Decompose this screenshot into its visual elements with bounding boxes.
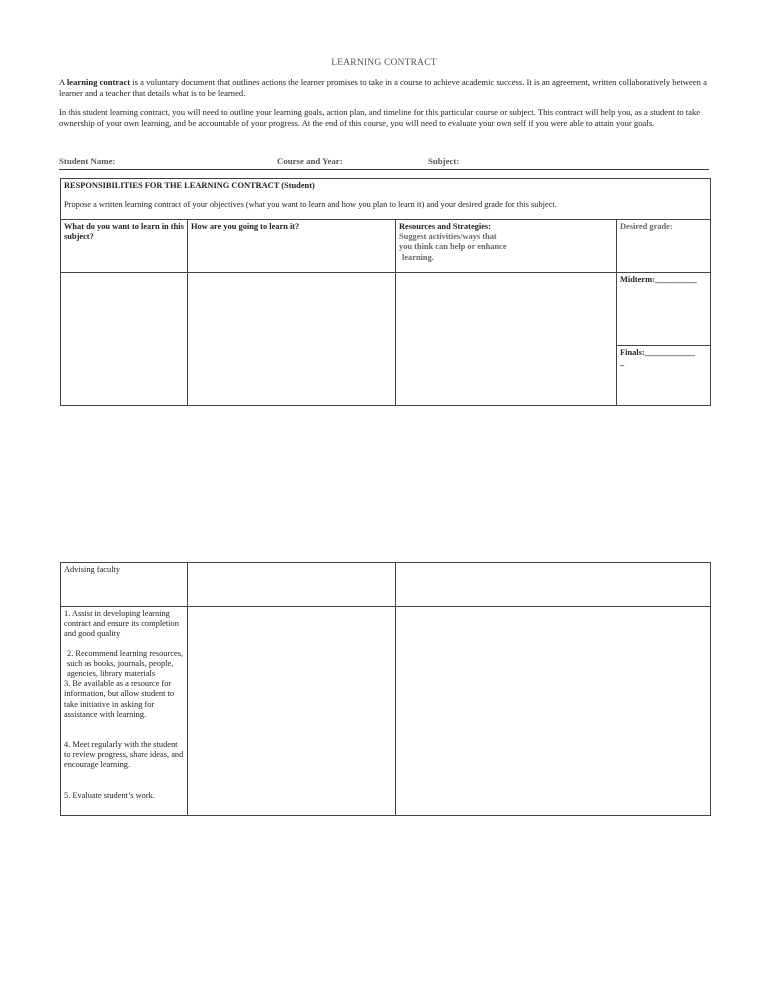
fields-underline [59,169,709,170]
student-table-header [61,179,711,220]
faculty-blank-cell-2[interactable] [396,563,711,607]
faculty-blank-cell-1[interactable] [188,563,396,607]
faculty-duty-2: 2. Recommend learning resources, such as books, journals, people, agencies, library materials [67,648,184,679]
finals-cell[interactable] [617,346,711,406]
student-name-label: Student Name: [59,156,116,166]
desired-grade-header: Desired grade: [617,220,711,273]
faculty-response-cell-1[interactable] [188,607,396,816]
intro-lead: A [59,77,67,87]
resources-title: Resources and Strategies: [399,222,491,231]
faculty-duty-4: 4. Meet regularly with the student to review progress, share ideas, and encourage learning. [64,740,184,770]
midterm-cell[interactable] [617,273,711,346]
resources-cell[interactable] [396,273,617,406]
resources-hint-2: you think can help or enhance [399,242,507,252]
faculty-response-cell-2[interactable] [396,607,711,816]
advising-faculty-cell [61,563,188,607]
faculty-duties-cell [61,607,188,816]
faculty-responsibilities-table [60,562,711,816]
resources-header [396,220,617,273]
finals-tail: _ [620,358,625,368]
faculty-duty-3: 3. Be available as a resource for information, but allow student to take initiative in asking for assistance with learning. [64,679,175,719]
faculty-duty-5: 5. Evaluate student’s work. [64,790,155,800]
learn-how-header: How are you going to learn it? [188,220,396,273]
student-table-heading: RESPONSIBILITIES FOR THE LEARNING CONTRACT (Student) [64,181,315,190]
advising-faculty-label: Advising faculty [64,565,121,574]
intro-definition: is a voluntary document that outlines actions the learner promises to take in a course to achieve academic success. It is an agreement, written collaboratively between a learner and a teacher that details what is to be learned. [59,77,707,98]
student-responsibilities-table [60,178,711,406]
learn-what-header: What do you want to learn in this subject? [61,220,188,273]
course-year-label: Course and Year: [277,156,343,166]
student-table-instruction: Propose a written learning contract of your objectives (what you want to learn and how you plan to learn it) and your desired grade for this subject. [64,200,557,210]
page-title: LEARNING CONTRACT [331,58,437,68]
intro-paragraph-2: In this student learning contract, you will need to outline your learning goals, action plan, and timeline for this particular course or subject. This contract will help you, as a student to take ownership of your own learning, and be accountable of your progress. At the end of this course, you will need to evaluate your own self if you were able to attain your goals. [59,107,701,128]
finals-label: Finals:____________ [620,348,695,357]
intro-term: learning contract [66,77,131,87]
learn-what-cell[interactable] [61,273,188,406]
subject-label: Subject: [428,156,460,166]
resources-hint-1: Suggest activities/ways that [399,232,497,242]
resources-hint-3: learning. [402,252,434,262]
faculty-duty-1: 1. Assist in developing learning contract and ensure its completion and good quality [64,609,179,639]
learn-how-cell[interactable] [188,273,396,406]
intro-paragraph-1 [59,77,711,98]
midterm-label: Midterm:__________ [620,275,697,284]
